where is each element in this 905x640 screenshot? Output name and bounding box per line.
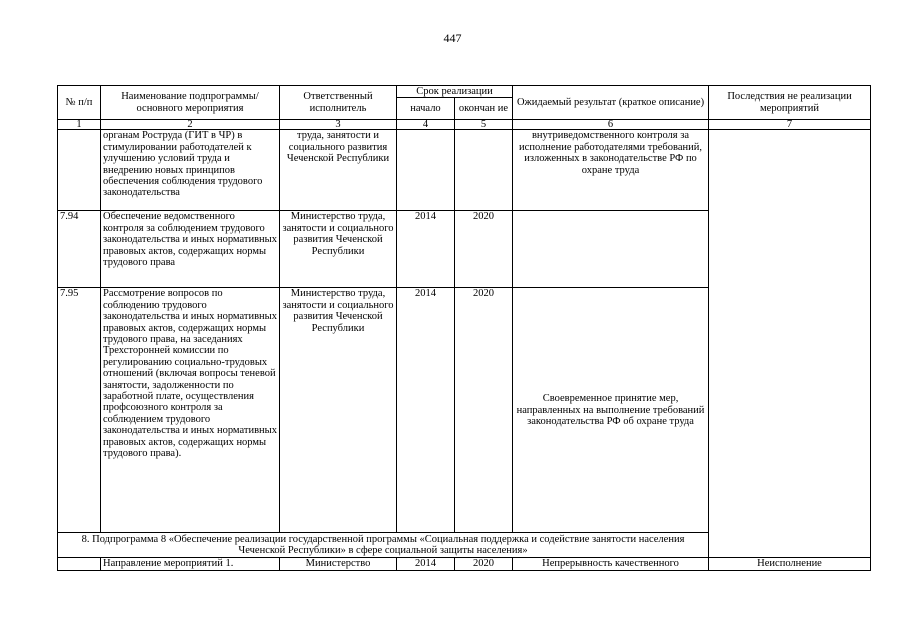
row-num: 7.95 [58,288,101,533]
column-number-row [58,120,871,130]
row-start: 2014 [397,211,455,288]
col-number: 1 [58,120,101,130]
row-consequences [709,130,871,558]
row-expected [513,211,709,288]
table-row [58,130,871,211]
row-name: Рассмотрение вопросов по соблюдению трудового законодательства и иных нормативных правовых актов, содержащих нормы трудового права, на заседаниях Трехсторонней комиссии по регулированию социально-трудовых отношений (включая вопросы теневой занятости, задолженности по заработной плате, осуществления профсоюзного контроля за соблюдением трудового законодательства и иных нормативных правовых актов, содержащих нормы трудового права). [101,288,280,533]
row-start: 2014 [397,288,455,533]
row-end: 2020 [455,211,513,288]
row-name: органам Роструда (ГИТ в ЧР) в стимулировании работодателей к улучшению условий труда и внедрению новых принципов обеспечения соблюдения трудового законодательства [101,130,280,211]
header-name: Наименование подпрограммы/ основного мероприятия [101,86,280,120]
row-end: 2020 [455,288,513,533]
row-expected: Непрерывность качественного [513,558,709,570]
header-period: Срок реализации [397,86,513,98]
header-consequences: Последствия не реализации мероприятий [709,86,871,120]
col-number: 2 [101,120,280,130]
header-num: № п/п [58,86,101,120]
header-end: окончан ие [455,98,513,120]
row-end [455,130,513,211]
row-consequences: Неисполнение [709,558,871,570]
header-expected: Ожидаемый результат (краткое описание) [513,86,709,120]
header-start: начало [397,98,455,120]
row-num: 7.94 [58,211,101,288]
col-number: 7 [709,120,871,130]
col-number: 3 [280,120,397,130]
row-expected: Своевременное принятие мер, направленных на выполнение требований законодательства РФ об охране труда [513,288,709,533]
table-row [58,558,871,570]
row-responsible: Министерство труда, занятости и социального развития Чеченской Республики [280,211,397,288]
program-table [57,85,871,571]
section-title: 8. Подпрограмма 8 «Обеспечение реализации государственной программы «Социальная поддержка и содействие занятости населения Чеченской Республики» в сфере социальной защиты населения» [58,533,709,558]
row-num [58,558,101,570]
page-number: 447 [443,31,462,45]
col-number: 4 [397,120,455,130]
col-number: 5 [455,120,513,130]
row-responsible: Министерство [280,558,397,570]
col-number: 6 [513,120,709,130]
row-name: Направление мероприятий 1. [101,558,280,570]
row-responsible: Министерство труда, занятости и социального развития Чеченской Республики [280,288,397,533]
header-responsible: Ответственный исполнитель [280,86,397,120]
row-name: Обеспечение ведомственного контроля за соблюдением трудового законодательства и иных нормативных правовых актов, содержащих нормы трудового права [101,211,280,288]
row-start: 2014 [397,558,455,570]
row-responsible: труда, занятости и социального развития Чеченской Республики [280,130,397,211]
row-num [58,130,101,211]
row-end: 2020 [455,558,513,570]
row-start [397,130,455,211]
row-expected: внутриведомственного контроля за исполнение работодателями требований, изложенных в законодательстве РФ по охране труда [513,130,709,211]
